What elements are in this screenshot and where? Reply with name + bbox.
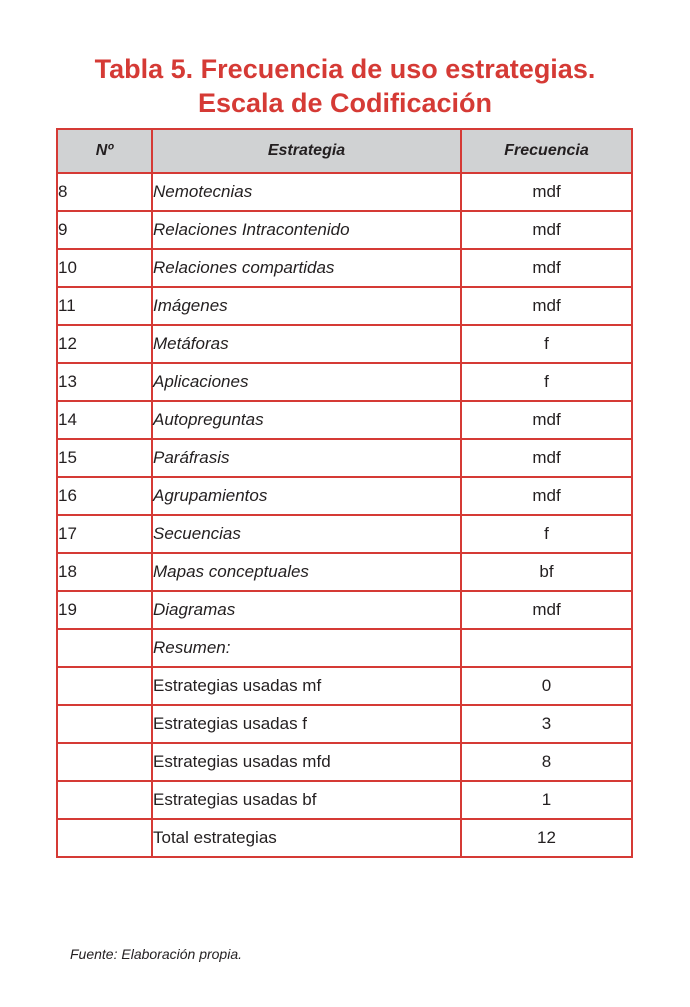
cell-num-empty bbox=[57, 705, 152, 743]
cell-frequency: f bbox=[461, 325, 632, 363]
source-note: Fuente: Elaboración propia. bbox=[70, 946, 242, 962]
cell-frequency: mdf bbox=[461, 211, 632, 249]
summary-row bbox=[57, 705, 632, 743]
cell-frequency: mdf bbox=[461, 477, 632, 515]
table-row bbox=[57, 211, 632, 249]
summary-strategy: Total estrategias bbox=[152, 819, 461, 857]
summary-row bbox=[57, 819, 632, 857]
cell-strategy: Paráfrasis bbox=[152, 439, 461, 477]
table-title bbox=[0, 52, 690, 120]
cell-num: 10 bbox=[57, 249, 152, 287]
summary-frequency: 12 bbox=[461, 819, 632, 857]
table-row bbox=[57, 173, 632, 211]
header-strategy: Estrategia bbox=[152, 129, 461, 173]
table-row bbox=[57, 515, 632, 553]
cell-num: 17 bbox=[57, 515, 152, 553]
table-row bbox=[57, 591, 632, 629]
cell-frequency-empty bbox=[461, 629, 632, 667]
cell-frequency: f bbox=[461, 515, 632, 553]
cell-strategy: Diagramas bbox=[152, 591, 461, 629]
cell-num: 12 bbox=[57, 325, 152, 363]
summary-frequency: 0 bbox=[461, 667, 632, 705]
summary-frequency: 3 bbox=[461, 705, 632, 743]
table-row bbox=[57, 363, 632, 401]
cell-strategy: Agrupamientos bbox=[152, 477, 461, 515]
cell-strategy: Relaciones Intracontenido bbox=[152, 211, 461, 249]
cell-num: 9 bbox=[57, 211, 152, 249]
cell-num-empty bbox=[57, 667, 152, 705]
cell-num: 18 bbox=[57, 553, 152, 591]
summary-header-row bbox=[57, 629, 632, 667]
header-num: Nº bbox=[57, 129, 152, 173]
frequency-table bbox=[56, 128, 633, 858]
cell-strategy: Relaciones compartidas bbox=[152, 249, 461, 287]
summary-strategy: Estrategias usadas mf bbox=[152, 667, 461, 705]
cell-num: 13 bbox=[57, 363, 152, 401]
cell-num-empty bbox=[57, 819, 152, 857]
summary-row bbox=[57, 667, 632, 705]
cell-num-empty bbox=[57, 781, 152, 819]
summary-row bbox=[57, 743, 632, 781]
cell-frequency: mdf bbox=[461, 401, 632, 439]
cell-num: 14 bbox=[57, 401, 152, 439]
cell-strategy: Nemotecnias bbox=[152, 173, 461, 211]
cell-strategy: Autopreguntas bbox=[152, 401, 461, 439]
cell-strategy: Metáforas bbox=[152, 325, 461, 363]
summary-frequency: 1 bbox=[461, 781, 632, 819]
summary-row bbox=[57, 781, 632, 819]
table-row bbox=[57, 325, 632, 363]
summary-strategy: Estrategias usadas bf bbox=[152, 781, 461, 819]
cell-strategy: Mapas conceptuales bbox=[152, 553, 461, 591]
summary-label: Resumen: bbox=[152, 629, 461, 667]
summary-frequency: 8 bbox=[461, 743, 632, 781]
table-row bbox=[57, 249, 632, 287]
cell-num: 19 bbox=[57, 591, 152, 629]
table-row bbox=[57, 287, 632, 325]
summary-strategy: Estrategias usadas mfd bbox=[152, 743, 461, 781]
summary-strategy: Estrategias usadas f bbox=[152, 705, 461, 743]
cell-frequency: mdf bbox=[461, 287, 632, 325]
cell-num: 16 bbox=[57, 477, 152, 515]
table-row bbox=[57, 553, 632, 591]
cell-frequency: mdf bbox=[461, 173, 632, 211]
cell-frequency: mdf bbox=[461, 591, 632, 629]
table-title-line-1: Tabla 5. Frecuencia de uso estrategias. bbox=[94, 54, 596, 84]
cell-num-empty bbox=[57, 629, 152, 667]
cell-num: 15 bbox=[57, 439, 152, 477]
cell-frequency: mdf bbox=[461, 249, 632, 287]
cell-frequency: f bbox=[461, 363, 632, 401]
cell-strategy: Imágenes bbox=[152, 287, 461, 325]
cell-strategy: Aplicaciones bbox=[152, 363, 461, 401]
table-row bbox=[57, 401, 632, 439]
cell-num: 11 bbox=[57, 287, 152, 325]
table-row bbox=[57, 439, 632, 477]
cell-frequency: bf bbox=[461, 553, 632, 591]
table-header-row bbox=[57, 129, 632, 173]
header-frequency: Frecuencia bbox=[461, 129, 632, 173]
cell-num: 8 bbox=[57, 173, 152, 211]
table-row bbox=[57, 477, 632, 515]
cell-frequency: mdf bbox=[461, 439, 632, 477]
cell-num-empty bbox=[57, 743, 152, 781]
table-title-line-2: Escala de Codificación bbox=[197, 88, 493, 118]
cell-strategy: Secuencias bbox=[152, 515, 461, 553]
